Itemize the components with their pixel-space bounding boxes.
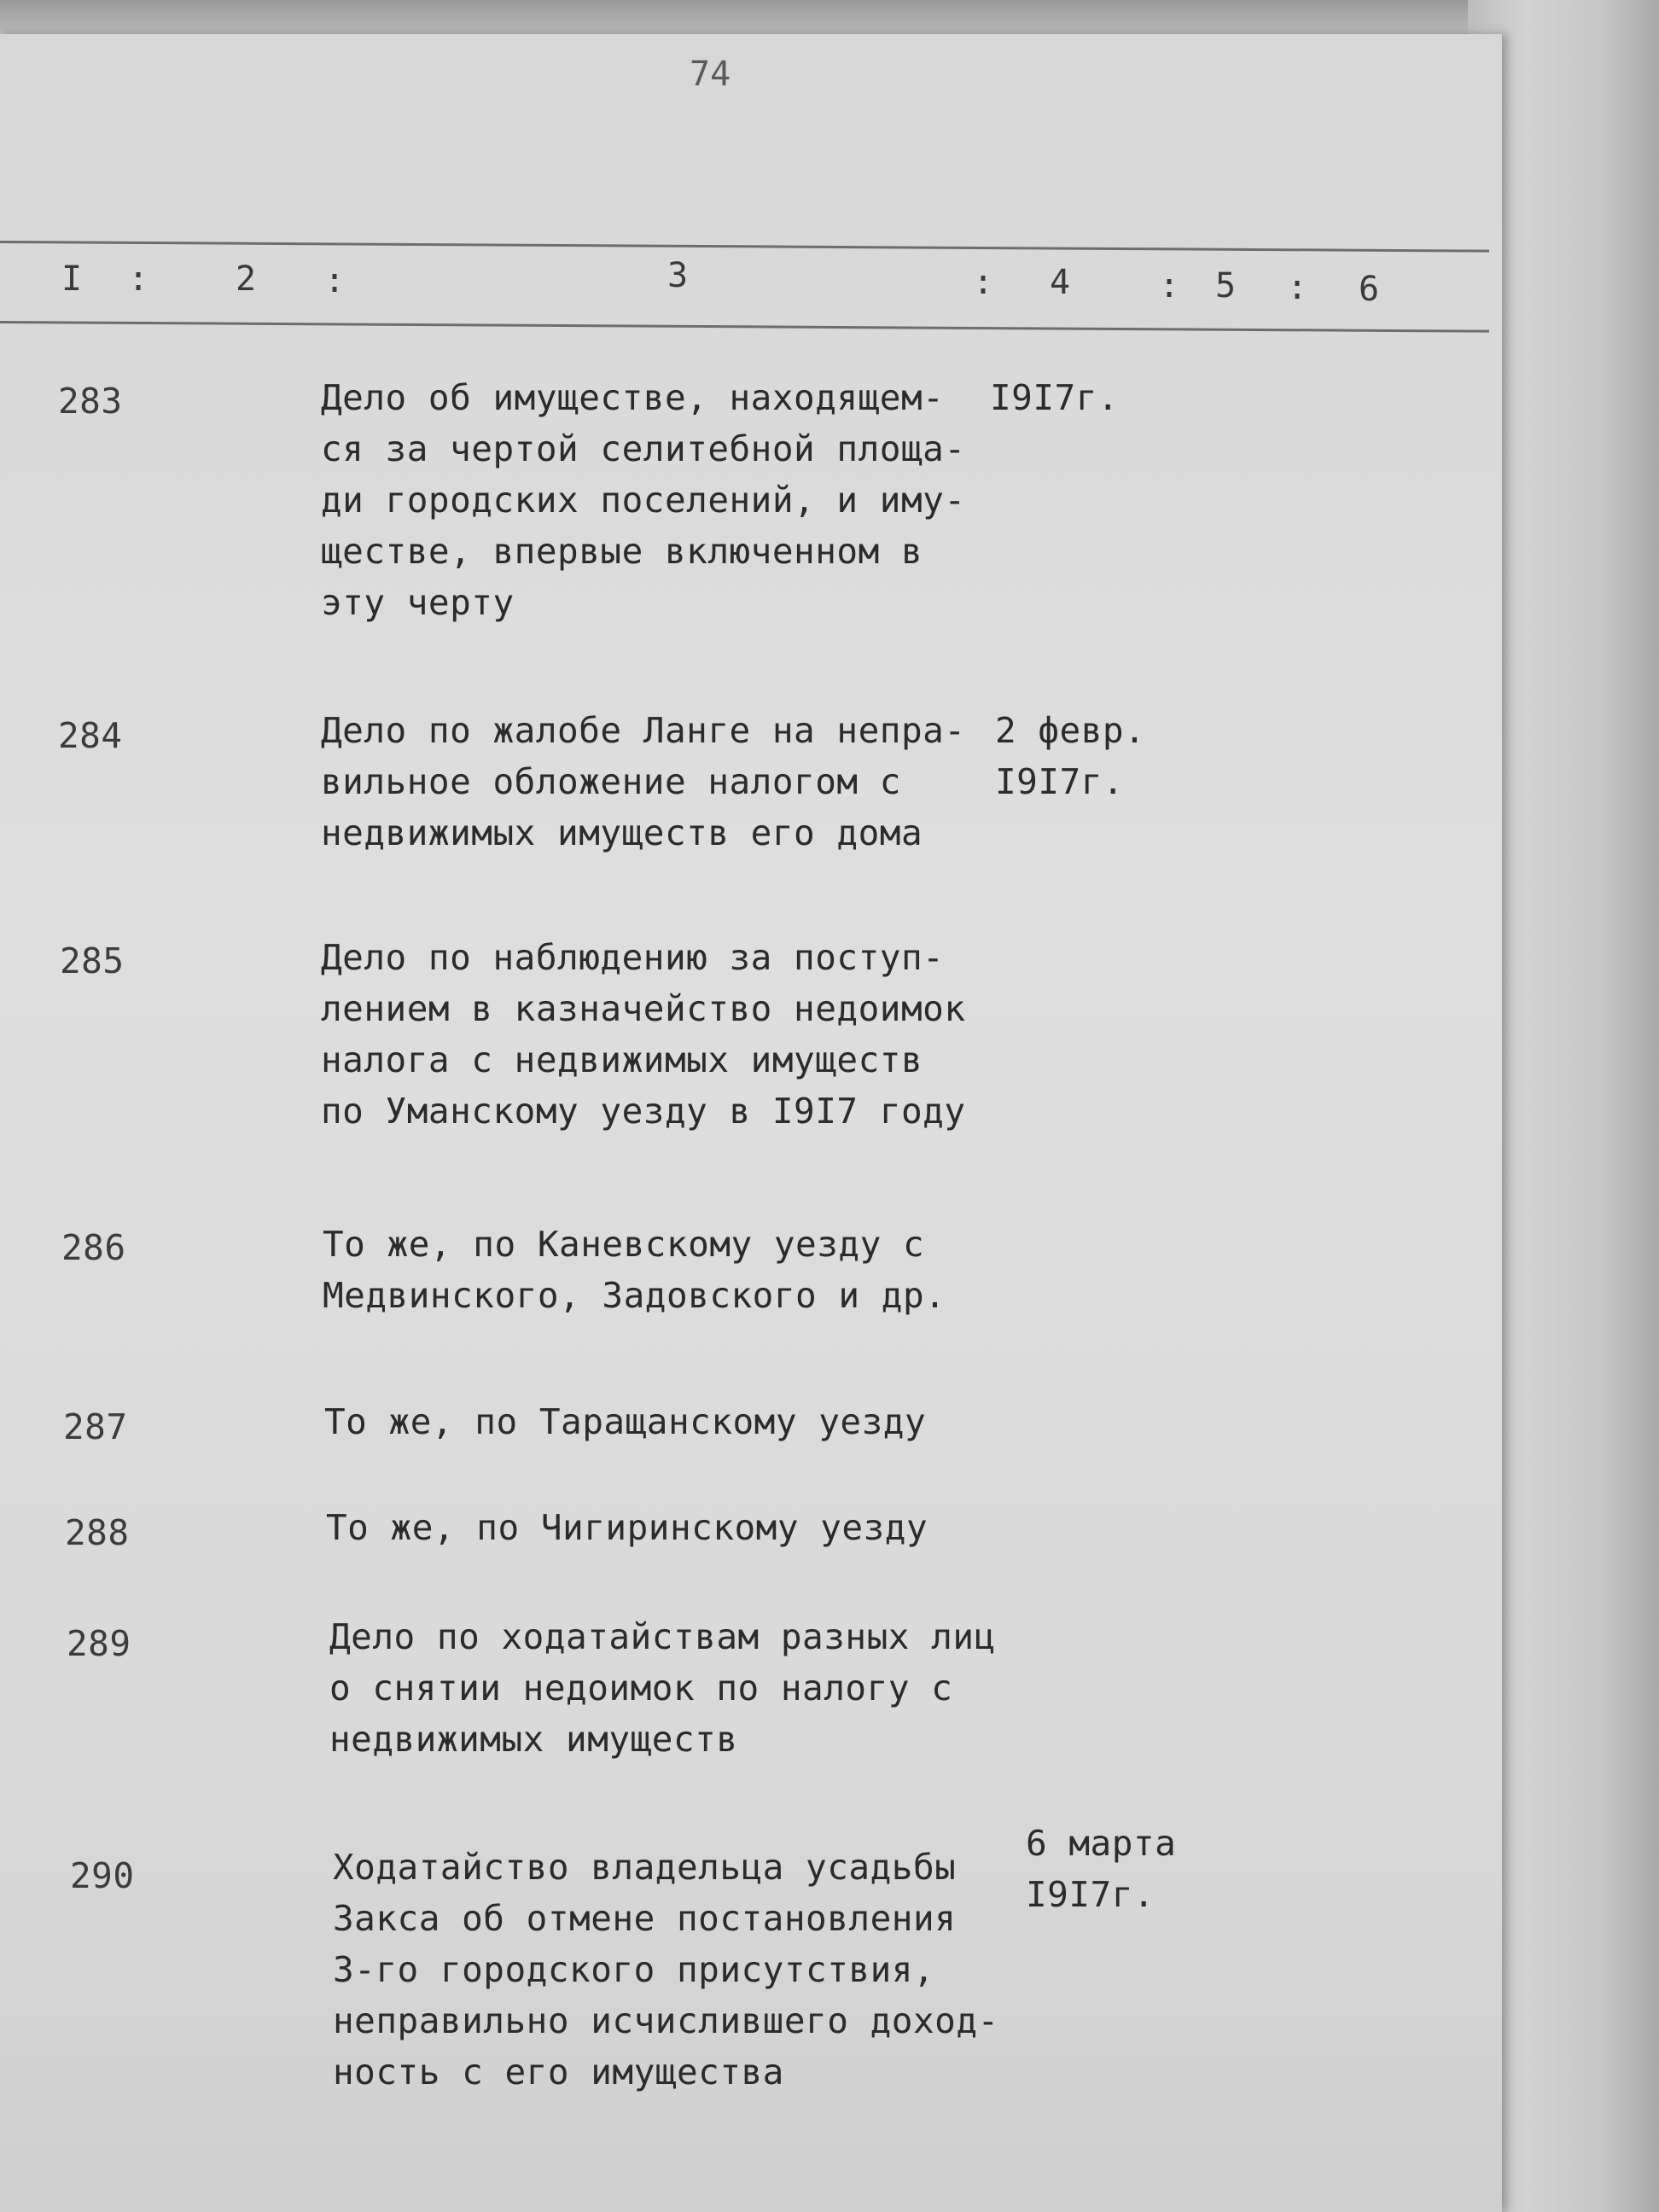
entry-description: Дело по жалобе Ланге на непра- вильное обложение налогом с недвижимых имуществ его дома xyxy=(321,710,966,853)
column-separator: : xyxy=(324,261,346,300)
entry-number: 286 xyxy=(61,1227,126,1268)
entry-description: Дело по ходатайствам разных лиц о снятии недоимок по налогу с недвижимых имуществ xyxy=(329,1616,996,1760)
column-header-6: 6 xyxy=(1359,270,1380,309)
column-header-2: 2 xyxy=(236,259,257,299)
entry-description: То же, по Каневскому уезду с Медвинского, Задовского и др. xyxy=(323,1224,946,1316)
column-headers xyxy=(0,256,1451,307)
entry-number: 290 xyxy=(70,1855,135,1896)
entry-date: I9I7г. xyxy=(990,377,1120,418)
column-header-4: 4 xyxy=(1050,263,1071,302)
column-header-3: 3 xyxy=(667,256,689,295)
entry-number: 288 xyxy=(65,1512,130,1553)
entry-number: 284 xyxy=(58,715,123,756)
entry-date: 6 марта I9I7г. xyxy=(1026,1823,1177,1915)
column-header-5: 5 xyxy=(1215,266,1237,306)
entry-number: 283 xyxy=(58,381,123,422)
entry-description: Ходатайство владельца усадьбы Закса об отмене постановления 3-го городского присутствия, неправильно исчислившего доход- ность с его имущества xyxy=(333,1847,999,2093)
entry-description: То же, по Таращанскому уезду xyxy=(324,1401,927,1442)
entry-date: 2 февр. I9I7г. xyxy=(995,710,1146,802)
entry-number: 285 xyxy=(60,940,125,981)
entry-description: То же, по Чигиринскому уезду xyxy=(326,1507,928,1548)
column-separator: : xyxy=(973,263,994,302)
column-separator: : xyxy=(128,259,149,299)
entry-number: 287 xyxy=(63,1406,128,1447)
entry-description: Дело по наблюдению за поступ- лением в казначейство недоимок налога с недвижимых имуществ по Уманскому уезду в I9I7 году xyxy=(321,937,966,1132)
column-separator: : xyxy=(1159,266,1180,306)
entry-number: 289 xyxy=(67,1623,131,1664)
entry-description: Дело об имуществе, находящем- ся за чертой селитебной площа- ди городских поселений, и иму- ществе, впервые включенном в эту черту xyxy=(321,377,966,623)
column-header-1: I xyxy=(61,259,83,299)
page-number: 74 xyxy=(690,55,731,94)
column-separator: : xyxy=(1287,268,1308,307)
